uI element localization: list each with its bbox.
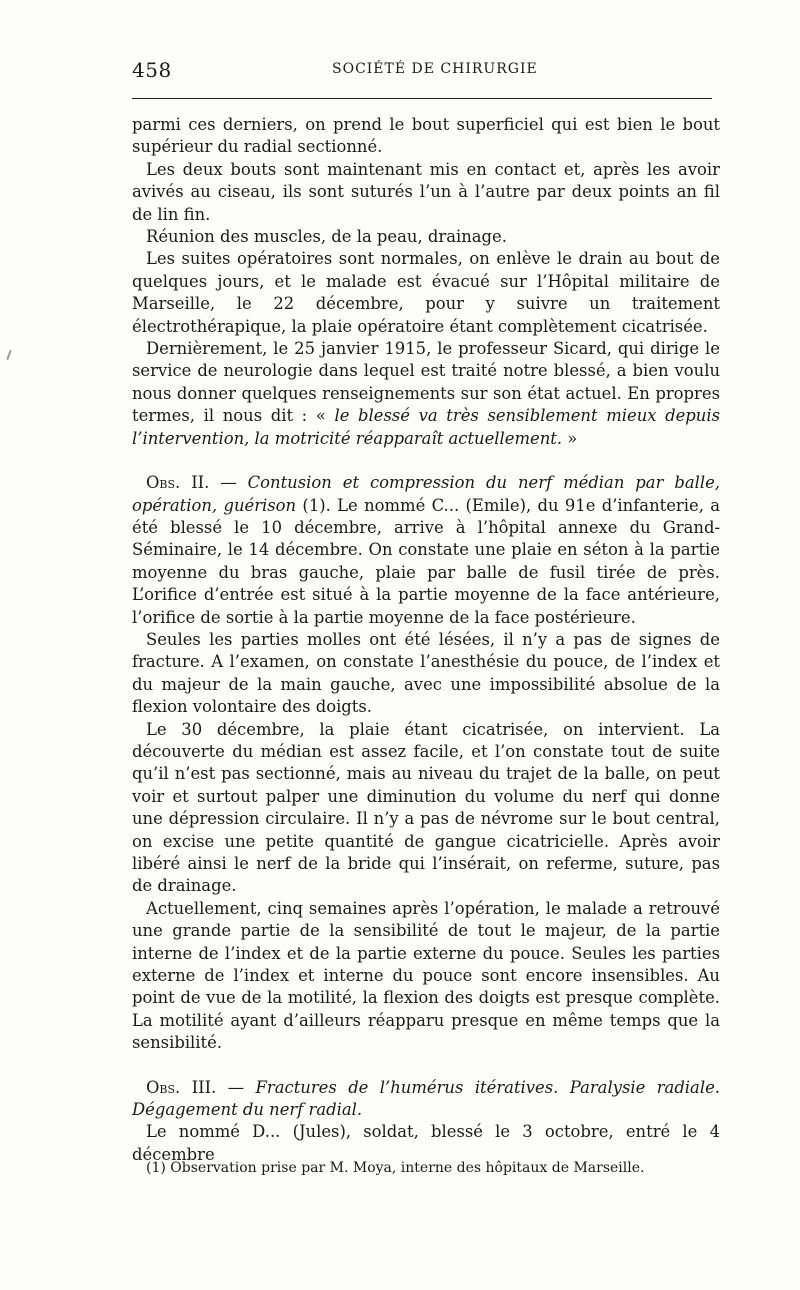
paragraph: Seules les parties molles ont été lésées, il n’y a pas de signes de fracture. A l’examen, on constate l’anesthésie du pouce, de l’index et du majeur de la main gauche, avec une impossibilité absolue de la flexion volontaire des doigts. — [132, 629, 720, 717]
page-number: 458 — [132, 58, 172, 82]
observation-title: Contusion et compression du nerf médian par balle, opération, guérison — [132, 473, 720, 515]
margin-mark — [6, 350, 11, 360]
paragraph: parmi ces derniers, on prend le bout superficiel qui est bien le bout supérieur du radial sectionné. — [132, 115, 720, 157]
observation-label: Obs. II. — [146, 473, 210, 493]
header-rule — [132, 98, 712, 99]
body-text — [132, 114, 720, 1166]
observation-title: Fractures de l’humérus itératives. Paralysie radiale. Dégagement du nerf radial. — [132, 1077, 720, 1120]
paragraph: Réunion des muscles, de la peau, drainage. — [146, 227, 507, 247]
paragraph: Le 30 décembre, la plaie étant cicatrisée, on intervient. La découverte du médian est assez facile, et l’on constate tout de suite qu’il n’est pas sectionné, mais au niveau du trajet de la balle, on peut voir et surtout palper une diminution du volume du nerf qui donne une dépression circulaire. Il n’y a pas de névrome sur le bout central, on excise une petite quantité de gangue cicatricielle. Après avoir libéré ainsi le nerf de la bride qui l’insérait, on referme, suture, pas de drainage. — [132, 719, 720, 896]
quotation: le blessé va très sensiblement mieux depuis l’intervention, la motricité réapparaît actuellement. — [132, 406, 721, 448]
footnote: (1) Observation prise par M. Moya, interne des hôpitaux de Marseille. — [146, 1160, 645, 1176]
paragraph: Les suites opératoires sont normales, on enlève le drain au bout de quelques jours, et le malade est évacué sur l’Hôpital militaire de Marseille, le 22 décembre, pour y suivre un traitement électrothérapique, la plaie opératoire étant complètement cicatrisée. — [132, 249, 720, 336]
paragraph: Actuellement, cinq semaines après l’opération, le malade a retrouvé une grande partie de la sensibilité de tout le majeur, de la partie interne de l’index et de la partie externe du pouce. Seules les parties externe de l’index et interne du pouce sont encore insensibles. Au point de vue de la motilité, la flexion des doigts est presque complète. La motilité ayant d’ailleurs réapparu presque en même temps que la sensibilité. — [132, 898, 720, 1053]
observation-paragraph — [132, 1077, 720, 1122]
page-header — [132, 58, 712, 82]
text-run: » — [562, 428, 578, 448]
dash: — — [216, 1077, 256, 1097]
paragraph: Le nommé D... (Jules), soldat, blessé le 3 octobre, entré le 4 décembre — [132, 1122, 720, 1164]
dash: — — [209, 473, 248, 493]
running-head: SOCIÉTÉ DE CHIRURGIE — [332, 61, 538, 77]
text-run: (1). Le nommé C... (Emile), du 91e d’infanterie, a été blessé le 10 décembre, arrive à l’hôpital annexe du Grand-Séminaire, le 14 décembre. On constate une plaie en séton à la partie moyenne du bras gauche, plaie par balle de fusil tirée de près. L’orifice d’entrée est situé à la partie moyenne de la face antérieure, l’orifice de sortie à la partie moyenne de la face postérieure. — [132, 495, 720, 627]
text-run: Dernièrement, le 25 janvier 1915, le professeur Sicard, qui dirige le service de neurologie dans lequel est traité notre blessé, a bien voulu nous donner quelques renseignements sur son état actuel. En propres termes, il nous dit : « — [132, 339, 720, 426]
observation-paragraph — [132, 472, 720, 629]
paragraph — [132, 338, 720, 450]
paragraph: Les deux bouts sont maintenant mis en contact et, après les avoir avivés au ciseau, ils sont suturés l’un à l’autre par deux points an fil de lin fin. — [132, 159, 720, 224]
observation-label: Obs. III. — [146, 1077, 217, 1097]
